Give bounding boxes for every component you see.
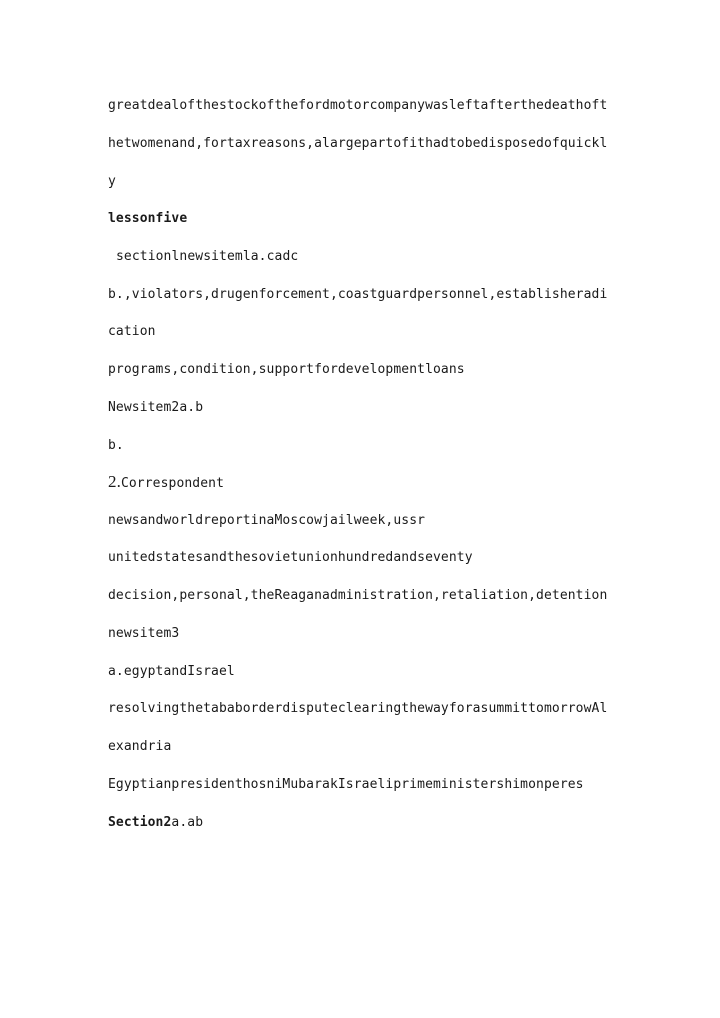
text-line-1: greatdealofthestockofthefordmotorcompanywasleftafterthedeathoft	[108, 98, 608, 113]
item-number: 2.	[108, 472, 121, 491]
text-line-17: resolvingthetababorderdisputeclearingthewayforasummittomorrowAl	[108, 701, 608, 716]
text-line-3: y	[108, 174, 116, 189]
text-line-9: Newsitem2a.b	[108, 400, 204, 415]
text-line-18: exandria	[108, 739, 172, 754]
text-line-12: newsandworldreportinaMoscowjailweek,ussr	[108, 513, 426, 528]
text-line-14: decision,personal,theReaganadministration,retaliation,detention	[108, 588, 608, 603]
text-line-7: cation	[108, 324, 156, 339]
section2-items: a.ab	[171, 815, 204, 830]
correspondent-label: Correspondent	[120, 476, 224, 491]
text-line-6: b.,violators,drugenforcement,coastguardpersonnel,establisheradi	[108, 287, 608, 302]
text-line-15: newsitem3	[108, 626, 180, 641]
section-line: sectionlnewsitemla.cadc	[116, 249, 299, 264]
numbered-line-2	[108, 474, 224, 492]
text-line-2: hetwomenand,fortaxreasons,alargepartofithadtobedisposedofquickl	[108, 136, 608, 151]
text-line-13: unitedstatesandthesovietunionhundredandseventy	[108, 550, 473, 565]
text-line-19: EgyptianpresidenthosniMubarakIsraeliprimeministershimonperes	[108, 777, 584, 792]
text-line-10: b.	[108, 438, 124, 453]
section2-line	[108, 815, 203, 831]
section2-heading: Section2	[108, 815, 172, 830]
text-line-8: programs,condition,supportfordevelopmentloans	[108, 362, 465, 377]
text-line-16: a.egyptandIsrael	[108, 664, 235, 679]
lesson-heading: lessonfive	[108, 211, 188, 226]
